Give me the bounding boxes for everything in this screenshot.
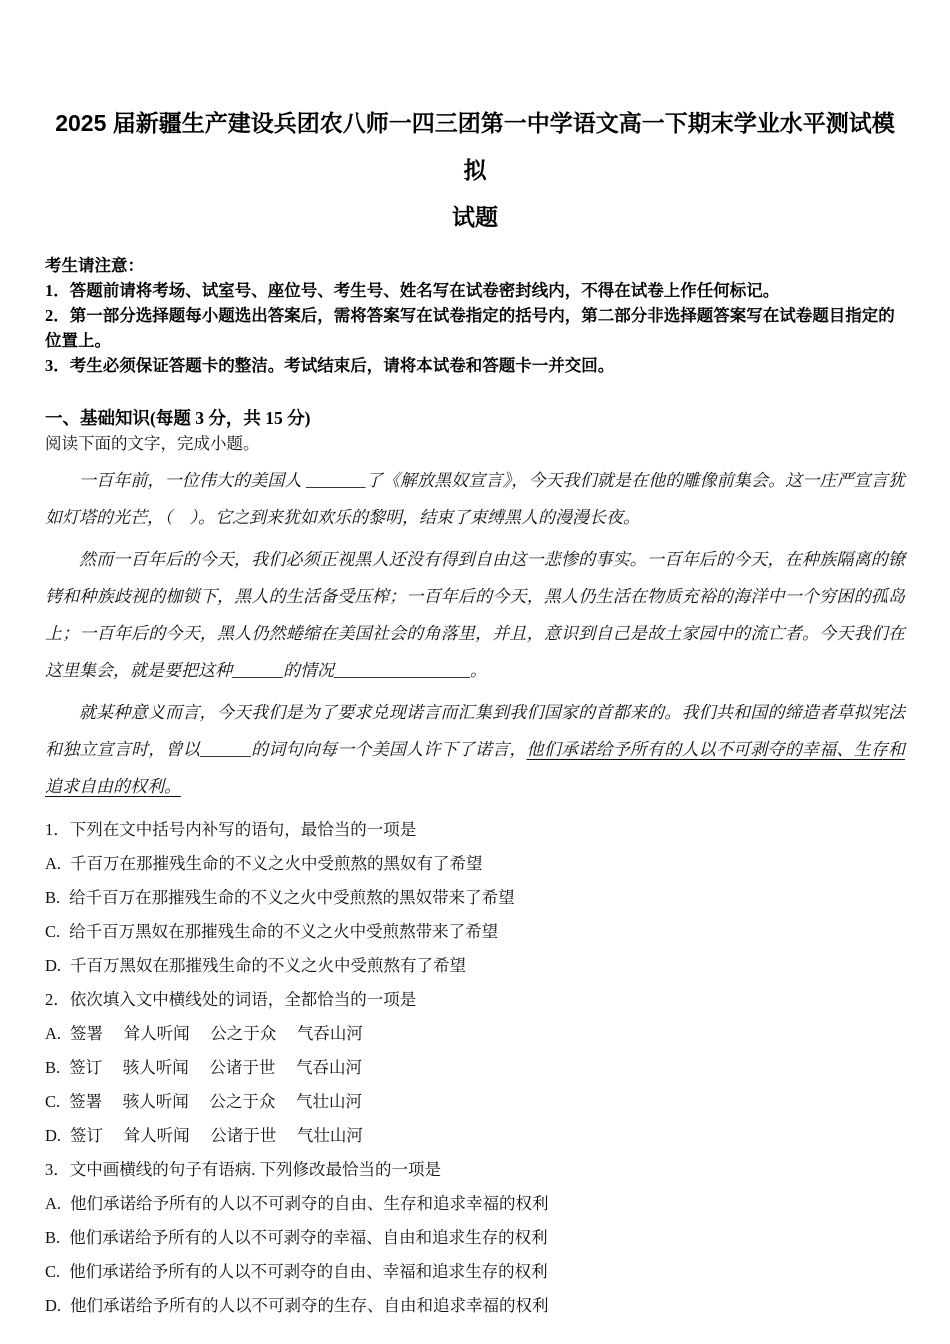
question-3-option-d bbox=[45, 1295, 905, 1316]
option-text: 签订 骇人听闻 公诸于世 气吞山河 bbox=[69, 1058, 363, 1077]
question-1-option-b bbox=[45, 887, 905, 908]
questions-block bbox=[45, 819, 905, 1316]
question-3-option-b bbox=[45, 1227, 905, 1248]
question-2-option-a bbox=[45, 1023, 905, 1044]
passage-paragraph-3 bbox=[45, 694, 905, 805]
notice-header: 考生请注意： bbox=[45, 256, 144, 275]
question-1-option-a bbox=[45, 853, 905, 874]
section-heading: 一、基础知识(每题 3 分，共 15 分) bbox=[45, 408, 311, 428]
passage-paragraph-2: 然而一百年后的今天，我们必须正视黑人还没有得到自由这一悲惨的事实。一百年后的今天，在种族隔离的镣铐和种族歧视的枷锁下，黑人的生活备受压榨；一百年后的今天，黑人仍生活在物质充裕的海洋中一个穷困的孤岛上；一百年后的今天，黑人仍然蜷缩在美国社会的角落里，并且，意识到自己是故土家园中的流亡者。今天我们在这里集会，就是要把这种______的情况________________。 bbox=[45, 550, 905, 680]
question-3-option-a bbox=[45, 1193, 905, 1214]
option-label: D. bbox=[45, 1126, 62, 1145]
passage-underlined-sentence: 他们承诺给予所有的人以不可剥夺的幸福、生存和追求自由的权利。 bbox=[45, 740, 905, 796]
question-3-stem: 3．文中画横线的句子有语病. 下列修改最恰当的一项是 bbox=[45, 1160, 441, 1179]
option-label: A. bbox=[45, 1024, 62, 1043]
question-2-option-d bbox=[45, 1125, 905, 1146]
option-label: A. bbox=[45, 854, 62, 873]
option-label: A. bbox=[45, 1194, 62, 1213]
option-label: C. bbox=[45, 1092, 61, 1111]
option-label: D. bbox=[45, 1296, 62, 1315]
passage-paragraph-3-text: 就某种意义而言，今天我们是为了要求兑现诺言而汇集到我们国家的首都来的。我们共和国的缔造者草拟宪法和独立宣言时，曾以______的词句向每一个美国人许下了诺言， bbox=[45, 703, 905, 759]
option-text: 给千百万黑奴在那摧残生命的不义之火中受煎熬带来了希望 bbox=[69, 922, 499, 941]
option-text: 签订 耸人听闻 公诸于世 气壮山河 bbox=[70, 1126, 363, 1145]
passage-intro: 阅读下面的文字，完成小题。 bbox=[45, 434, 260, 453]
option-text: 他们承诺给予所有的人以不可剥夺的自由、生存和追求幸福的权利 bbox=[70, 1194, 549, 1213]
question-1-option-d bbox=[45, 955, 905, 976]
option-label: B. bbox=[45, 1228, 61, 1247]
option-label: C. bbox=[45, 1262, 61, 1281]
question-2-option-b bbox=[45, 1057, 905, 1078]
option-label: B. bbox=[45, 888, 61, 907]
option-label: B. bbox=[45, 1058, 61, 1077]
option-text: 他们承诺给予所有的人以不可剥夺的幸福、自由和追求生存的权利 bbox=[69, 1228, 548, 1247]
option-label: C. bbox=[45, 922, 61, 941]
page-title-line2: 试题 bbox=[452, 204, 498, 230]
reading-passage bbox=[45, 462, 905, 805]
option-text: 他们承诺给予所有的人以不可剥夺的自由、幸福和追求生存的权利 bbox=[69, 1262, 548, 1281]
notice-item-2: 2．第一部分选择题每小题选出答案后，需将答案写在试卷指定的括号内，第二部分非选择题答案写在试卷题目指定的位置上。 bbox=[45, 306, 895, 350]
question-1-stem: 1．下列在文中括号内补写的语句，最恰当的一项是 bbox=[45, 820, 417, 839]
question-2-option-c bbox=[45, 1091, 905, 1112]
option-text: 签署 骇人听闻 公之于众 气壮山河 bbox=[69, 1092, 363, 1111]
option-label: D. bbox=[45, 956, 62, 975]
question-3-option-c bbox=[45, 1261, 905, 1282]
question-1-option-c bbox=[45, 921, 905, 942]
option-text: 给千百万在那摧残生命的不义之火中受煎熬的黑奴带来了希望 bbox=[69, 888, 515, 907]
notice-item-1: 1．答题前请将考场、试室号、座位号、考生号、姓名写在试卷密封线内，不得在试卷上作任何标记。 bbox=[45, 281, 780, 300]
notice-block bbox=[45, 253, 905, 378]
page-title-line1: 2025 届新疆生产建设兵团农八师一四三团第一中学语文高一下期末学业水平测试模拟 bbox=[55, 110, 895, 183]
option-text: 千百万在那摧残生命的不义之火中受煎熬的黑奴有了希望 bbox=[70, 854, 483, 873]
option-text: 千百万黑奴在那摧残生命的不义之火中受煎熬有了希望 bbox=[70, 956, 467, 975]
question-2-stem: 2．依次填入文中横线处的词语，全都恰当的一项是 bbox=[45, 990, 417, 1009]
passage-paragraph-1: 一百年前，一位伟大的美国人 _______了《解放黑奴宣言》，今天我们就是在他的雕像前集会。这一庄严宣言犹如灯塔的光芒，（ ）。它之到来犹如欢乐的黎明，结束了束缚黑人的漫漫长夜。 bbox=[45, 471, 905, 527]
page-title bbox=[45, 100, 905, 241]
option-text: 他们承诺给予所有的人以不可剥夺的生存、自由和追求幸福的权利 bbox=[70, 1296, 549, 1315]
option-text: 签署 耸人听闻 公之于众 气吞山河 bbox=[70, 1024, 363, 1043]
notice-item-3: 3．考生必须保证答题卡的整洁。考试结束后，请将本试卷和答题卡一并交回。 bbox=[45, 356, 615, 375]
